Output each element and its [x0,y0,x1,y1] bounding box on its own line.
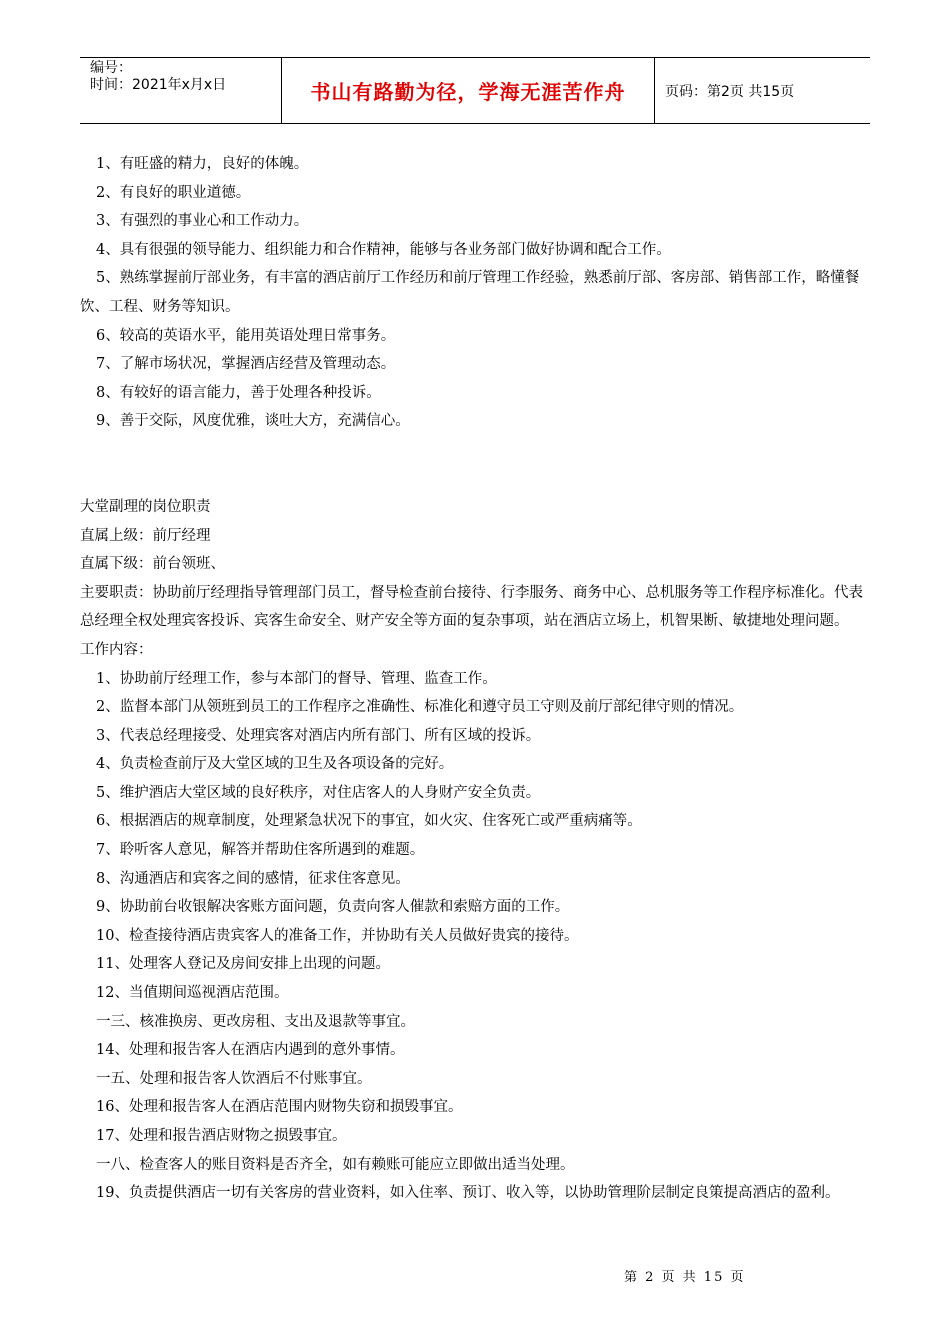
header-motto: 书山有路勤为径，学海无涯苦作舟 [281,58,655,123]
document-number-label: 编号： [90,60,132,76]
work-item: 2、监督本部门从领班到员工的工作程序之准确性、标准化和遵守员工守则及前厅部纪律守则的情况。 [96,699,744,716]
work-item: 8、沟通酒店和宾客之间的感情，征求住客意见。 [96,870,410,887]
work-item: 1、协助前厅经理工作，参与本部门的督导、管理、监查工作。 [96,670,497,687]
work-item: 一五、处理和报告客人饮酒后不付账事宜。 [96,1070,372,1087]
direct-subordinate: 直属下级：前台领班、 [80,556,225,573]
work-item: 9、协助前台收银解决客账方面问题，负责向客人催款和索赔方面的工作。 [96,899,570,916]
requirement-item: 7、了解市场状况，掌握酒店经营及管理动态。 [96,356,396,373]
work-item: 16、处理和报告客人在酒店范围内财物失窃和损毁事宜。 [96,1099,463,1116]
work-item: 一三、核准换房、更改房租、支出及退款等事宜。 [96,1013,415,1030]
requirement-item: 5、熟练掌握前厅部业务，有丰富的酒店前厅工作经历和前厅管理工作经验，熟悉前厅部、客房部、销售部工作，略懂餐饮、工程、财务等知识。 [80,270,860,315]
document-time-label: 时间：2021年x月x日 [90,77,227,93]
work-item: 12、当值期间巡视酒店范围。 [96,985,289,1002]
work-item: 11、处理客人登记及房间安排上出现的问题。 [96,956,390,973]
requirement-item: 1、有旺盛的精力，良好的体魄。 [96,156,309,172]
direct-superior: 直属上级：前厅经理 [80,527,211,544]
document-body [80,150,870,1208]
work-item: 19、负责提供酒店一切有关客房的营业资料，如入住率、预订、收入等，以协助管理阶层制定良策提高酒店的盈利。 [96,1185,840,1202]
work-item: 3、代表总经理接受、处理宾客对酒店内所有部门、所有区域的投诉。 [96,727,541,744]
requirement-item: 2、有良好的职业道德。 [96,184,251,201]
requirement-item: 4、具有很强的领导能力、组织能力和合作精神，能够与各业务部门做好协调和配合工作。 [96,241,671,258]
work-item: 17、处理和报告酒店财物之损毁事宜。 [96,1128,347,1144]
work-item: 4、负责检查前厅及大堂区域的卫生及各项设备的完好。 [96,756,454,773]
section-title: 大堂副理的岗位职责 [80,498,211,515]
work-item: 6、根据酒店的规章制度，处理紧急状况下的事宜，如火灾、住客死亡或严重病痛等。 [96,813,642,830]
requirement-item: 8、有较好的语言能力，善于处理各种投诉。 [96,384,381,401]
header-page-number: 页码：第2页 共15页 [665,83,795,100]
header-meta [80,58,281,123]
requirement-item: 3、有强烈的事业心和工作动力。 [96,213,309,230]
work-item: 14、处理和报告客人在酒店内遇到的意外事情。 [96,1042,405,1059]
requirement-item: 9、善于交际，风度优雅，谈吐大方，充满信心。 [96,413,410,430]
page-header [80,57,870,124]
work-item: 10、检查接待酒店贵宾客人的准备工作，并协助有关人员做好贵宾的接待。 [96,927,579,944]
section-spacer [80,436,870,493]
main-duties: 主要职责：协助前厅经理指导管理部门员工，督导检查前台接待、行李服务、商务中心、总机服务等工作程序标准化。代表总经理全权处理宾客投诉、宾客生命安全、财产安全等方面的复杂事项，站在酒店立场上，机智果断、敏捷地处理问题。 [80,584,863,630]
page-footer: 第 2 页 共 15 页 [624,1270,746,1285]
requirement-item: 6、较高的英语水平，能用英语处理日常事务。 [96,327,396,344]
work-item: 7、聆听客人意见，解答并帮助住客所遇到的难题。 [96,842,425,859]
work-item: 一八、检查客人的账目资料是否齐全，如有赖账可能应立即做出适当处理。 [96,1156,575,1173]
work-item: 5、维护酒店大堂区域的良好秩序，对住店客人的人身财产安全负责。 [96,784,541,801]
work-content-label: 工作内容： [80,641,153,658]
